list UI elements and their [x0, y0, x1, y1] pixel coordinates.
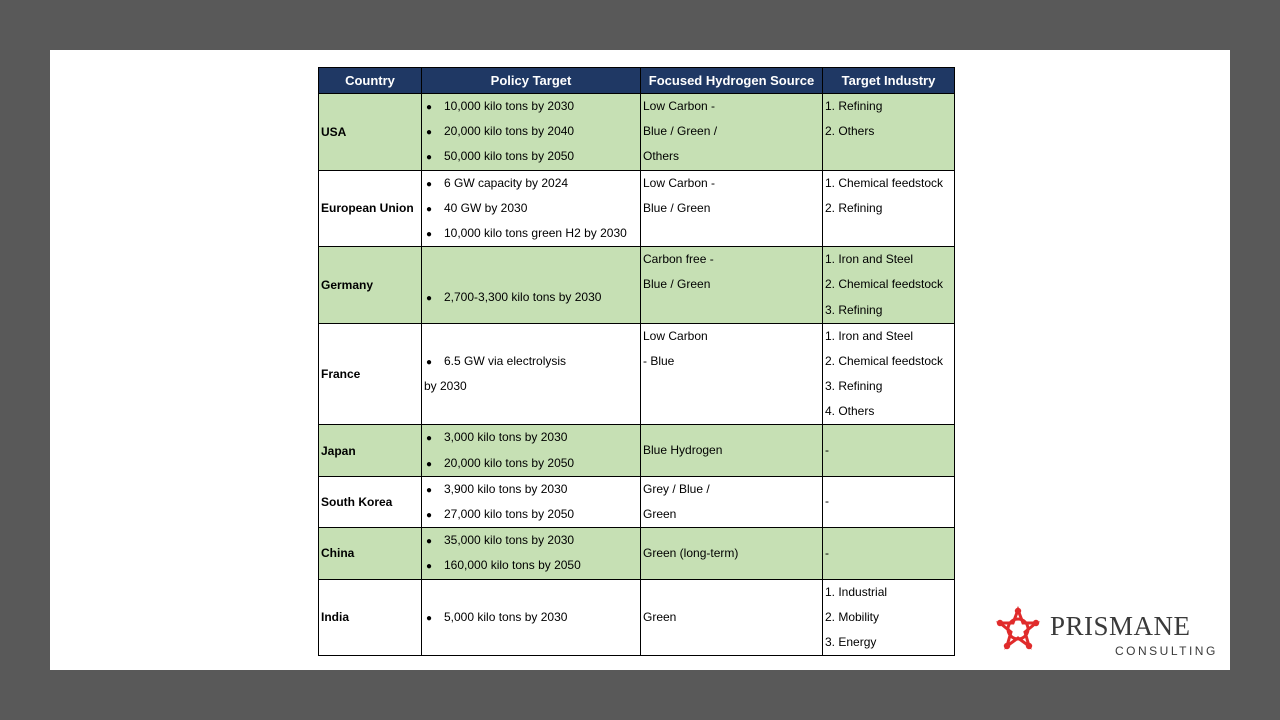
bullet-icon: ● — [426, 484, 433, 496]
policy-text: 40 GW by 2030 — [444, 200, 528, 215]
policy-target-cell — [422, 476, 641, 527]
hydrogen-source-cell — [641, 170, 823, 247]
header-policy-target: Policy Target — [422, 68, 641, 94]
policy-line — [424, 285, 638, 310]
country-cell: France — [319, 323, 422, 425]
policy-line — [424, 260, 638, 285]
industry-line: - — [825, 545, 829, 560]
policy-line — [424, 196, 638, 221]
logo-subtitle: CONSULTING — [1115, 644, 1218, 658]
policy-target-cell — [422, 94, 641, 171]
industry-line: 1. Iron and Steel — [825, 328, 914, 343]
policy-text: 35,000 kilo tons by 2030 — [444, 533, 575, 548]
policy-target-cell — [422, 323, 641, 425]
industry-line: 3. Refining — [825, 379, 883, 394]
target-industry-cell — [823, 425, 955, 476]
country-cell: South Korea — [319, 476, 422, 527]
bullet-icon: ● — [426, 127, 433, 139]
policy-text: 6.5 GW via electrolysis — [444, 353, 567, 368]
table-row — [319, 170, 955, 247]
policy-text: 6 GW capacity by 2024 — [444, 175, 569, 190]
slide — [50, 50, 1230, 670]
policy-line — [424, 451, 638, 476]
table-row — [319, 94, 955, 171]
target-industry-cell — [823, 170, 955, 247]
target-industry-cell — [823, 247, 955, 324]
target-industry-cell — [823, 579, 955, 656]
source-line: Others — [643, 149, 680, 164]
source-line: Blue / Green / — [643, 124, 718, 139]
policy-text: 50,000 kilo tons by 2050 — [444, 149, 575, 164]
bullet-icon: ● — [426, 152, 433, 164]
policy-target-cell — [422, 170, 641, 247]
industry-line: 2. Refining — [825, 200, 883, 215]
policy-line — [424, 374, 638, 399]
target-industry-cell — [823, 528, 955, 579]
bullet-icon: ● — [426, 356, 433, 368]
industry-line: 1. Refining — [825, 99, 883, 113]
policy-line — [424, 477, 638, 502]
policy-text: 160,000 kilo tons by 2050 — [444, 558, 581, 573]
prismane-logo — [994, 605, 1218, 663]
logo-name: PRISMANE — [1050, 611, 1191, 641]
target-industry-cell — [823, 476, 955, 527]
policy-line — [424, 502, 638, 527]
policy-text: 20,000 kilo tons by 2050 — [444, 455, 575, 470]
source-line: Blue / Green — [643, 277, 711, 292]
policy-line — [424, 119, 638, 144]
policy-target-cell — [422, 528, 641, 579]
industry-line: 1. Iron and Steel — [825, 252, 914, 267]
policy-text: 10,000 kilo tons by 2030 — [444, 99, 575, 113]
policy-target-cell — [422, 425, 641, 476]
hydrogen-source-cell — [641, 528, 823, 579]
industry-line: 1. Chemical feedstock — [825, 175, 944, 190]
source-line: Low Carbon - — [643, 99, 716, 113]
policy-text: 2,700-3,300 kilo tons by 2030 — [444, 289, 602, 304]
policy-line — [424, 349, 638, 374]
hydrogen-policy-table — [318, 67, 955, 656]
header-country: Country — [319, 68, 422, 94]
source-line: Grey / Blue / — [643, 481, 710, 496]
bullet-icon: ● — [426, 203, 433, 215]
policy-line — [424, 425, 638, 450]
bullet-icon: ● — [426, 433, 433, 445]
bullet-icon: ● — [426, 536, 433, 548]
table-row — [319, 476, 955, 527]
hydrogen-source-cell — [641, 476, 823, 527]
bullet-icon: ● — [426, 510, 433, 521]
table-row — [319, 579, 955, 656]
policy-line — [424, 144, 638, 169]
policy-text: 20,000 kilo tons by 2040 — [444, 124, 575, 139]
industry-line: 3. Energy — [825, 634, 877, 649]
country-cell: China — [319, 528, 422, 579]
industry-line: 2. Chemical feedstock — [825, 353, 944, 368]
industry-line: - — [825, 443, 829, 458]
source-line: Green — [643, 507, 677, 521]
bullet-icon: ● — [426, 102, 433, 113]
policy-line — [424, 221, 638, 246]
source-line: Blue Hydrogen — [643, 443, 723, 458]
policy-text: 27,000 kilo tons by 2050 — [444, 507, 575, 521]
source-line: Low Carbon — [643, 328, 708, 343]
target-industry-cell — [823, 323, 955, 425]
policy-line — [424, 528, 638, 553]
policy-line — [424, 94, 638, 119]
table-row — [319, 528, 955, 579]
bullet-icon: ● — [426, 458, 433, 470]
source-line: Blue / Green — [643, 200, 711, 215]
bullet-icon: ● — [426, 292, 433, 304]
industry-line: 4. Others — [825, 404, 875, 419]
hydrogen-source-cell — [641, 579, 823, 656]
table-row — [319, 247, 955, 324]
source-line: Carbon free - — [643, 252, 714, 267]
policy-line — [424, 553, 638, 578]
header-target-industry: Target Industry — [823, 68, 955, 94]
country-cell: India — [319, 579, 422, 656]
policy-text: by 2030 — [424, 379, 467, 394]
industry-line: - — [825, 494, 829, 509]
country-cell: Germany — [319, 247, 422, 324]
country-cell: USA — [319, 94, 422, 171]
table-row — [319, 425, 955, 476]
source-line: Low Carbon - — [643, 175, 716, 190]
industry-line: 2. Chemical feedstock — [825, 277, 944, 292]
source-line: Green — [643, 609, 677, 624]
bullet-icon: ● — [426, 178, 433, 190]
prismane-star-icon — [994, 605, 1042, 653]
table-header-row — [319, 68, 955, 94]
policy-target-cell — [422, 247, 641, 324]
target-industry-cell — [823, 94, 955, 171]
source-line: - Blue — [643, 353, 675, 368]
hydrogen-source-cell — [641, 94, 823, 171]
policy-text: 3,900 kilo tons by 2030 — [444, 481, 568, 496]
hydrogen-source-cell — [641, 247, 823, 324]
hydrogen-source-cell — [641, 323, 823, 425]
policy-line — [424, 605, 638, 630]
hydrogen-source-cell — [641, 425, 823, 476]
table-body — [319, 94, 955, 656]
policy-text: 3,000 kilo tons by 2030 — [444, 430, 568, 445]
policy-text: 10,000 kilo tons green H2 by 2030 — [444, 225, 627, 240]
table-row — [319, 323, 955, 425]
country-cell: Japan — [319, 425, 422, 476]
header-hydrogen-source: Focused Hydrogen Source — [641, 68, 823, 94]
industry-line: 2. Others — [825, 124, 875, 139]
source-line: Green (long-term) — [643, 545, 739, 560]
industry-line: 2. Mobility — [825, 609, 880, 624]
bullet-icon: ● — [426, 612, 433, 624]
industry-line: 1. Industrial — [825, 584, 888, 599]
policy-line — [424, 171, 638, 196]
country-cell: European Union — [319, 170, 422, 247]
policy-target-cell — [422, 579, 641, 656]
industry-line: 3. Refining — [825, 302, 883, 317]
policy-text: 5,000 kilo tons by 2030 — [444, 609, 568, 624]
bullet-icon: ● — [426, 561, 433, 573]
bullet-icon: ● — [426, 228, 433, 240]
